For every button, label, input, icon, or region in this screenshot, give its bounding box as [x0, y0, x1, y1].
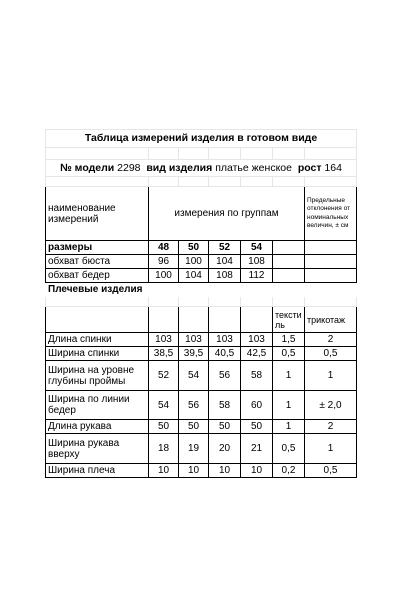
- measurement-sheet: [45, 129, 356, 478]
- row-value: 104: [179, 269, 209, 283]
- row-name: Ширина рукава вверху: [46, 434, 149, 464]
- row-name: обхват бюста: [46, 255, 149, 269]
- row-value: 58: [241, 361, 273, 391]
- row-textile-tolerance: 0,5: [273, 347, 305, 361]
- row-knit-tolerance: 0,5: [305, 347, 357, 361]
- row-value: 10: [209, 464, 241, 478]
- row-value: 52: [149, 361, 179, 391]
- table-row: [46, 464, 357, 478]
- table-row: [46, 434, 357, 464]
- model-label: № модели: [60, 161, 115, 174]
- row-value: 108: [209, 269, 241, 283]
- table-row: [46, 255, 357, 269]
- row-value: 50: [241, 420, 273, 434]
- textile-header: тексти ль: [273, 307, 305, 333]
- height-value: 164: [324, 161, 342, 174]
- product-type: платье женское: [215, 161, 292, 174]
- row-knit-tolerance: ± 2,0: [305, 391, 357, 420]
- table-row: [46, 347, 357, 361]
- row-value: 60: [241, 391, 273, 420]
- row-name: Ширина по линии бедер: [46, 391, 149, 420]
- table-row: [46, 361, 357, 391]
- row-value: 96: [149, 255, 179, 269]
- row-value: 42,5: [241, 347, 273, 361]
- table-row: [46, 420, 357, 434]
- row-value: 38,5: [149, 347, 179, 361]
- row-value: 103: [209, 333, 241, 347]
- row-value: 40,5: [209, 347, 241, 361]
- size-cell: 48: [149, 241, 179, 255]
- row-value: 103: [241, 333, 273, 347]
- row-textile-tolerance: 1: [273, 420, 305, 434]
- row-value: 103: [179, 333, 209, 347]
- height-label: рост: [297, 161, 322, 174]
- row-value: 56: [179, 391, 209, 420]
- row-name: Ширина плеча: [46, 464, 149, 478]
- row-knit-tolerance: 1: [305, 361, 357, 391]
- table-title: Таблица измерений изделия в готовом виде: [46, 130, 357, 148]
- row-value: 50: [209, 420, 241, 434]
- row-value: 108: [241, 255, 273, 269]
- size-cell: 54: [241, 241, 273, 255]
- row-knit-tolerance: 0,5: [305, 464, 357, 478]
- row-value: 10: [149, 464, 179, 478]
- model-line: [46, 160, 357, 177]
- table-row: [46, 333, 357, 347]
- row-textile-tolerance: 1: [273, 391, 305, 420]
- row-value: 50: [179, 420, 209, 434]
- row-name: обхват бедер: [46, 269, 149, 283]
- row-value: 104: [209, 255, 241, 269]
- row-value: 58: [209, 391, 241, 420]
- header-groups-cell: измерения по группам: [149, 187, 305, 241]
- measurement-table: [45, 129, 357, 478]
- row-value: 18: [149, 434, 179, 464]
- row-knit-tolerance: 2: [305, 333, 357, 347]
- row-textile-tolerance: 1,5: [273, 333, 305, 347]
- table-row: [46, 391, 357, 420]
- model-number: 2298: [117, 161, 141, 174]
- row-knit-tolerance: 1: [305, 434, 357, 464]
- row-value: 21: [241, 434, 273, 464]
- size-cell: 52: [209, 241, 241, 255]
- row-value: 56: [209, 361, 241, 391]
- row-value: 112: [241, 269, 273, 283]
- table-row: [46, 269, 357, 283]
- row-knit-tolerance: 2: [305, 420, 357, 434]
- row-value: 100: [179, 255, 209, 269]
- row-name: Длина рукава: [46, 420, 149, 434]
- row-value: 54: [149, 391, 179, 420]
- product-type-label: вид изделия: [146, 161, 213, 174]
- knit-header: трикотаж: [305, 307, 357, 333]
- row-value: 19: [179, 434, 209, 464]
- row-name: Длина спинки: [46, 333, 149, 347]
- row-value: 50: [149, 420, 179, 434]
- header-name-cell: наименование измерений: [46, 187, 149, 241]
- sizes-label: размеры: [46, 241, 149, 255]
- row-textile-tolerance: 0,5: [273, 434, 305, 464]
- row-value: 100: [149, 269, 179, 283]
- row-value: 20: [209, 434, 241, 464]
- size-cell: 50: [179, 241, 209, 255]
- row-value: 10: [241, 464, 273, 478]
- row-name: Ширина спинки: [46, 347, 149, 361]
- row-name: Ширина на уровне глубины проймы: [46, 361, 149, 391]
- header-tolerance-cell: Предельные отклонения от номинальных величин, ± см: [305, 187, 357, 241]
- row-value: 10: [179, 464, 209, 478]
- row-value: 39,5: [179, 347, 209, 361]
- section-title: Плечевые изделия: [46, 283, 179, 297]
- row-textile-tolerance: 0,2: [273, 464, 305, 478]
- row-value: 103: [149, 333, 179, 347]
- row-value: 54: [179, 361, 209, 391]
- row-textile-tolerance: 1: [273, 361, 305, 391]
